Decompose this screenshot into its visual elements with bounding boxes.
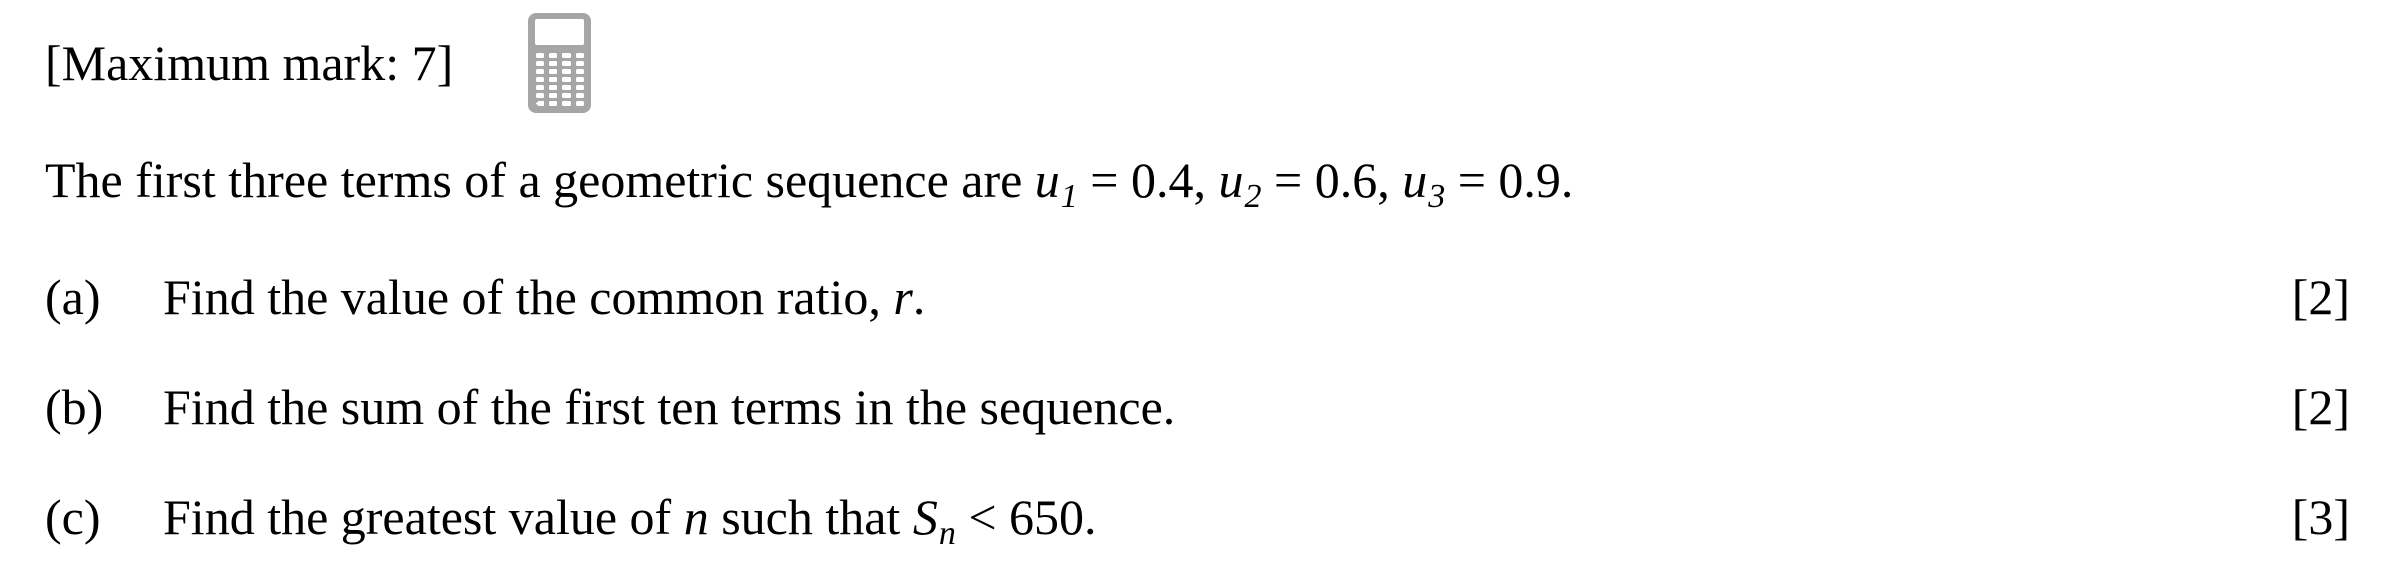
question-a-pre: Find the value of the common ratio, — [163, 269, 881, 325]
math-val-2: = 0.6, — [1274, 152, 1390, 208]
marks-badge-b: [2] — [2291, 379, 2350, 435]
question-label-b: (b) — [45, 379, 104, 435]
math-var-u2: u — [1218, 152, 1244, 208]
math-var-S: S — [912, 489, 938, 545]
calculator-key — [536, 85, 544, 90]
calculator-key — [536, 77, 544, 82]
calculator-key — [576, 61, 584, 66]
calculator-key — [562, 77, 570, 82]
calculator-key — [576, 53, 584, 58]
question-c-post: < 650. — [968, 489, 1097, 545]
math-val-3: = 0.9. — [1457, 152, 1574, 208]
calculator-key — [549, 101, 557, 106]
math-sub-1: 1 — [1060, 177, 1078, 215]
math-var-u3: u — [1402, 152, 1428, 208]
question-row-a — [45, 266, 2350, 328]
intro-prefix: The first three terms of a geometric sequence are — [45, 152, 1023, 208]
question-row-b — [45, 376, 2350, 438]
calculator-key — [576, 101, 584, 106]
calculator-key — [549, 93, 557, 98]
calculator-icon — [528, 13, 591, 113]
calculator-key — [536, 93, 544, 98]
question-text-a — [163, 266, 925, 328]
question-label-a: (a) — [45, 269, 101, 325]
marks-badge-c: [3] — [2291, 489, 2350, 545]
calculator-key — [562, 69, 570, 74]
calculator-key — [576, 93, 584, 98]
intro-text — [45, 149, 2350, 215]
calculator-arrow-key — [536, 101, 544, 106]
calculator-screen — [535, 19, 584, 45]
calculator-key — [536, 69, 544, 74]
question-a-post: . — [912, 269, 926, 325]
calculator-key — [562, 85, 570, 90]
question-c-pre: Find the greatest value of — [163, 489, 672, 545]
math-sub-2: 2 — [1244, 177, 1262, 215]
max-mark-label: [Maximum mark: 7] — [45, 35, 454, 91]
math-var-n: n — [683, 489, 709, 545]
marks-badge-a: [2] — [2291, 269, 2350, 325]
math-var-r: r — [893, 269, 913, 325]
question-text-b — [163, 376, 1175, 438]
calculator-key — [549, 69, 557, 74]
calculator-keypad — [536, 53, 584, 106]
math-sub-3: 3 — [1428, 177, 1446, 215]
calculator-key — [576, 85, 584, 90]
question-header — [45, 13, 2350, 113]
question-text-c — [163, 486, 1097, 552]
calculator-key — [562, 101, 570, 106]
question-label-c: (c) — [45, 489, 101, 545]
calculator-key — [562, 61, 570, 66]
calculator-key — [549, 53, 557, 58]
calculator-key — [562, 53, 570, 58]
calculator-key — [549, 85, 557, 90]
question-c-mid: such that — [721, 489, 901, 545]
math-sub-n: n — [938, 514, 956, 552]
calculator-key — [549, 77, 557, 82]
calculator-key — [562, 93, 570, 98]
math-var-u1: u — [1034, 152, 1060, 208]
calculator-key — [576, 69, 584, 74]
math-val-1: = 0.4, — [1090, 152, 1206, 208]
calculator-key — [549, 61, 557, 66]
question-b-pre: Find the sum of the first ten terms in the sequence. — [163, 379, 1176, 435]
calculator-key — [536, 53, 544, 58]
question-row-c — [45, 486, 2350, 552]
calculator-key — [576, 77, 584, 82]
calculator-key — [536, 61, 544, 66]
